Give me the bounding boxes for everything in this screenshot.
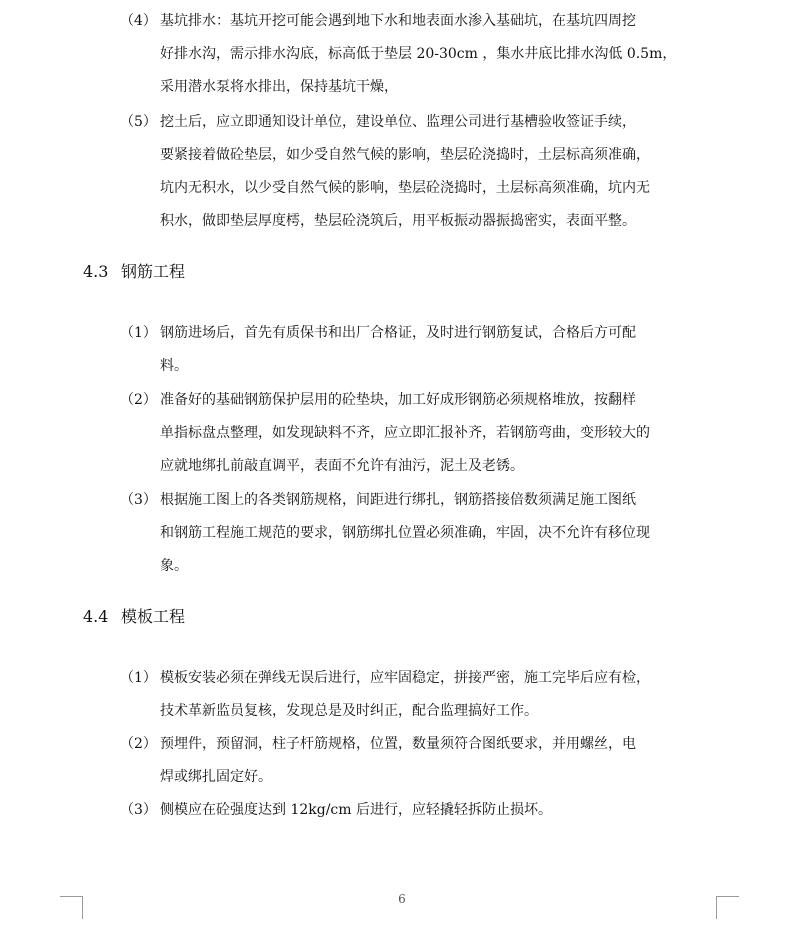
item-number: （1） [120,670,157,686]
text-line: 坑内无积水，以少受自然气候的影响，垫层砼浇捣时，土层标高须准确，坑内无 [160,180,650,196]
item-number: （3） [120,802,157,818]
section-heading [83,605,185,629]
item-text [160,484,720,583]
text-line: 采用潜水泵将水排出，保持基坑干燥， [160,79,398,95]
text-line: 积水，做即垫层厚度樗，垫层砼浇筑后，用平板振动器振捣密实，表面平整。 [160,213,636,229]
item-number: （3） [120,492,157,508]
section-number: 4.4 [83,607,109,626]
list-item [120,662,720,728]
list-item [120,317,720,383]
text-line: 料。 [160,358,188,374]
text-line: 侧模应在砼强度达到 12kg/cm 后进行，应轻撬轻拆防止损坏。 [160,802,552,818]
item-text [160,728,720,794]
section-number: 4.3 [83,262,109,281]
item-number: （2） [120,736,157,752]
item-text [160,794,720,827]
item-number: （1） [120,325,157,341]
text-line: 好排水沟，需示排水沟底，标高低于垫层 20-30cm ，集水井底比排水沟低 0.5m， [160,46,677,62]
item-text [160,106,720,238]
margin-corner-mark-right [716,896,739,919]
list-item [120,794,720,827]
section-title: 模板工程 [121,607,186,626]
page-number: 6 [398,892,406,906]
text-line: 应就地绑扎前敲直调平，表面不允许有油污，泥土及老锈。 [160,458,524,474]
item-number: （5） [120,114,157,130]
list-item [120,5,720,104]
section-title: 钢筋工程 [121,262,186,281]
item-number: （2） [120,392,157,408]
margin-corner-mark-left [60,896,83,919]
item-text [160,5,720,104]
item-text [160,662,720,728]
list-item [120,484,720,583]
text-line: 钢筋进场后，首先有质保书和出厂合格证，及时进行钢筋复试，合格后方可配 [160,325,636,341]
text-line: 单指标盘点整理，如发现缺料不齐，应立即汇报补齐，若钢筋弯曲，变形较大的 [160,425,650,441]
list-item [120,728,720,794]
text-line: 要紧接着做砼垫层，如少受自然气候的影响，垫层砼浇捣时，土层标高须准确， [160,147,650,163]
item-number: （4） [120,13,157,29]
item-text [160,317,720,383]
text-line: 根据施工图上的各类钢筋规格，间距进行绑扎，钢筋搭接倍数须满足施工图纸 [160,492,636,508]
text-line: 和钢筋工程施工规范的要求，钢筋绑扎位置必须准确，牢固，决不允许有移位现 [160,525,650,541]
item-text [160,384,720,483]
text-line: 模板安装必须在弹线无误后进行，应牢固稳定，拼接严密，施工完毕后应有检， [160,670,650,686]
text-line: 挖土后，应立即通知设计单位，建设单位、监理公司进行基槽验收签证手续， [160,114,636,130]
text-line: 技术革新监员复核，发现总是及时纠正，配合监理搞好工作。 [160,703,538,719]
text-line: 基坑排水：基坑开挖可能会遇到地下水和地表面水渗入基础坑，在基坑四周挖 [160,13,636,29]
list-item [120,384,720,483]
text-line: 预埋件，预留洞，柱子杆筋规格，位置，数量须符合图纸要求，并用螺丝，电 [160,736,636,752]
list-item [120,106,720,238]
text-line: 焊或绑扎固定好。 [160,769,272,785]
section-heading [83,260,185,284]
text-line: 象。 [160,558,188,574]
text-line: 准备好的基础钢筋保护层用的砼垫块，加工好成形钢筋必须规格堆放，按翻样 [160,392,636,408]
